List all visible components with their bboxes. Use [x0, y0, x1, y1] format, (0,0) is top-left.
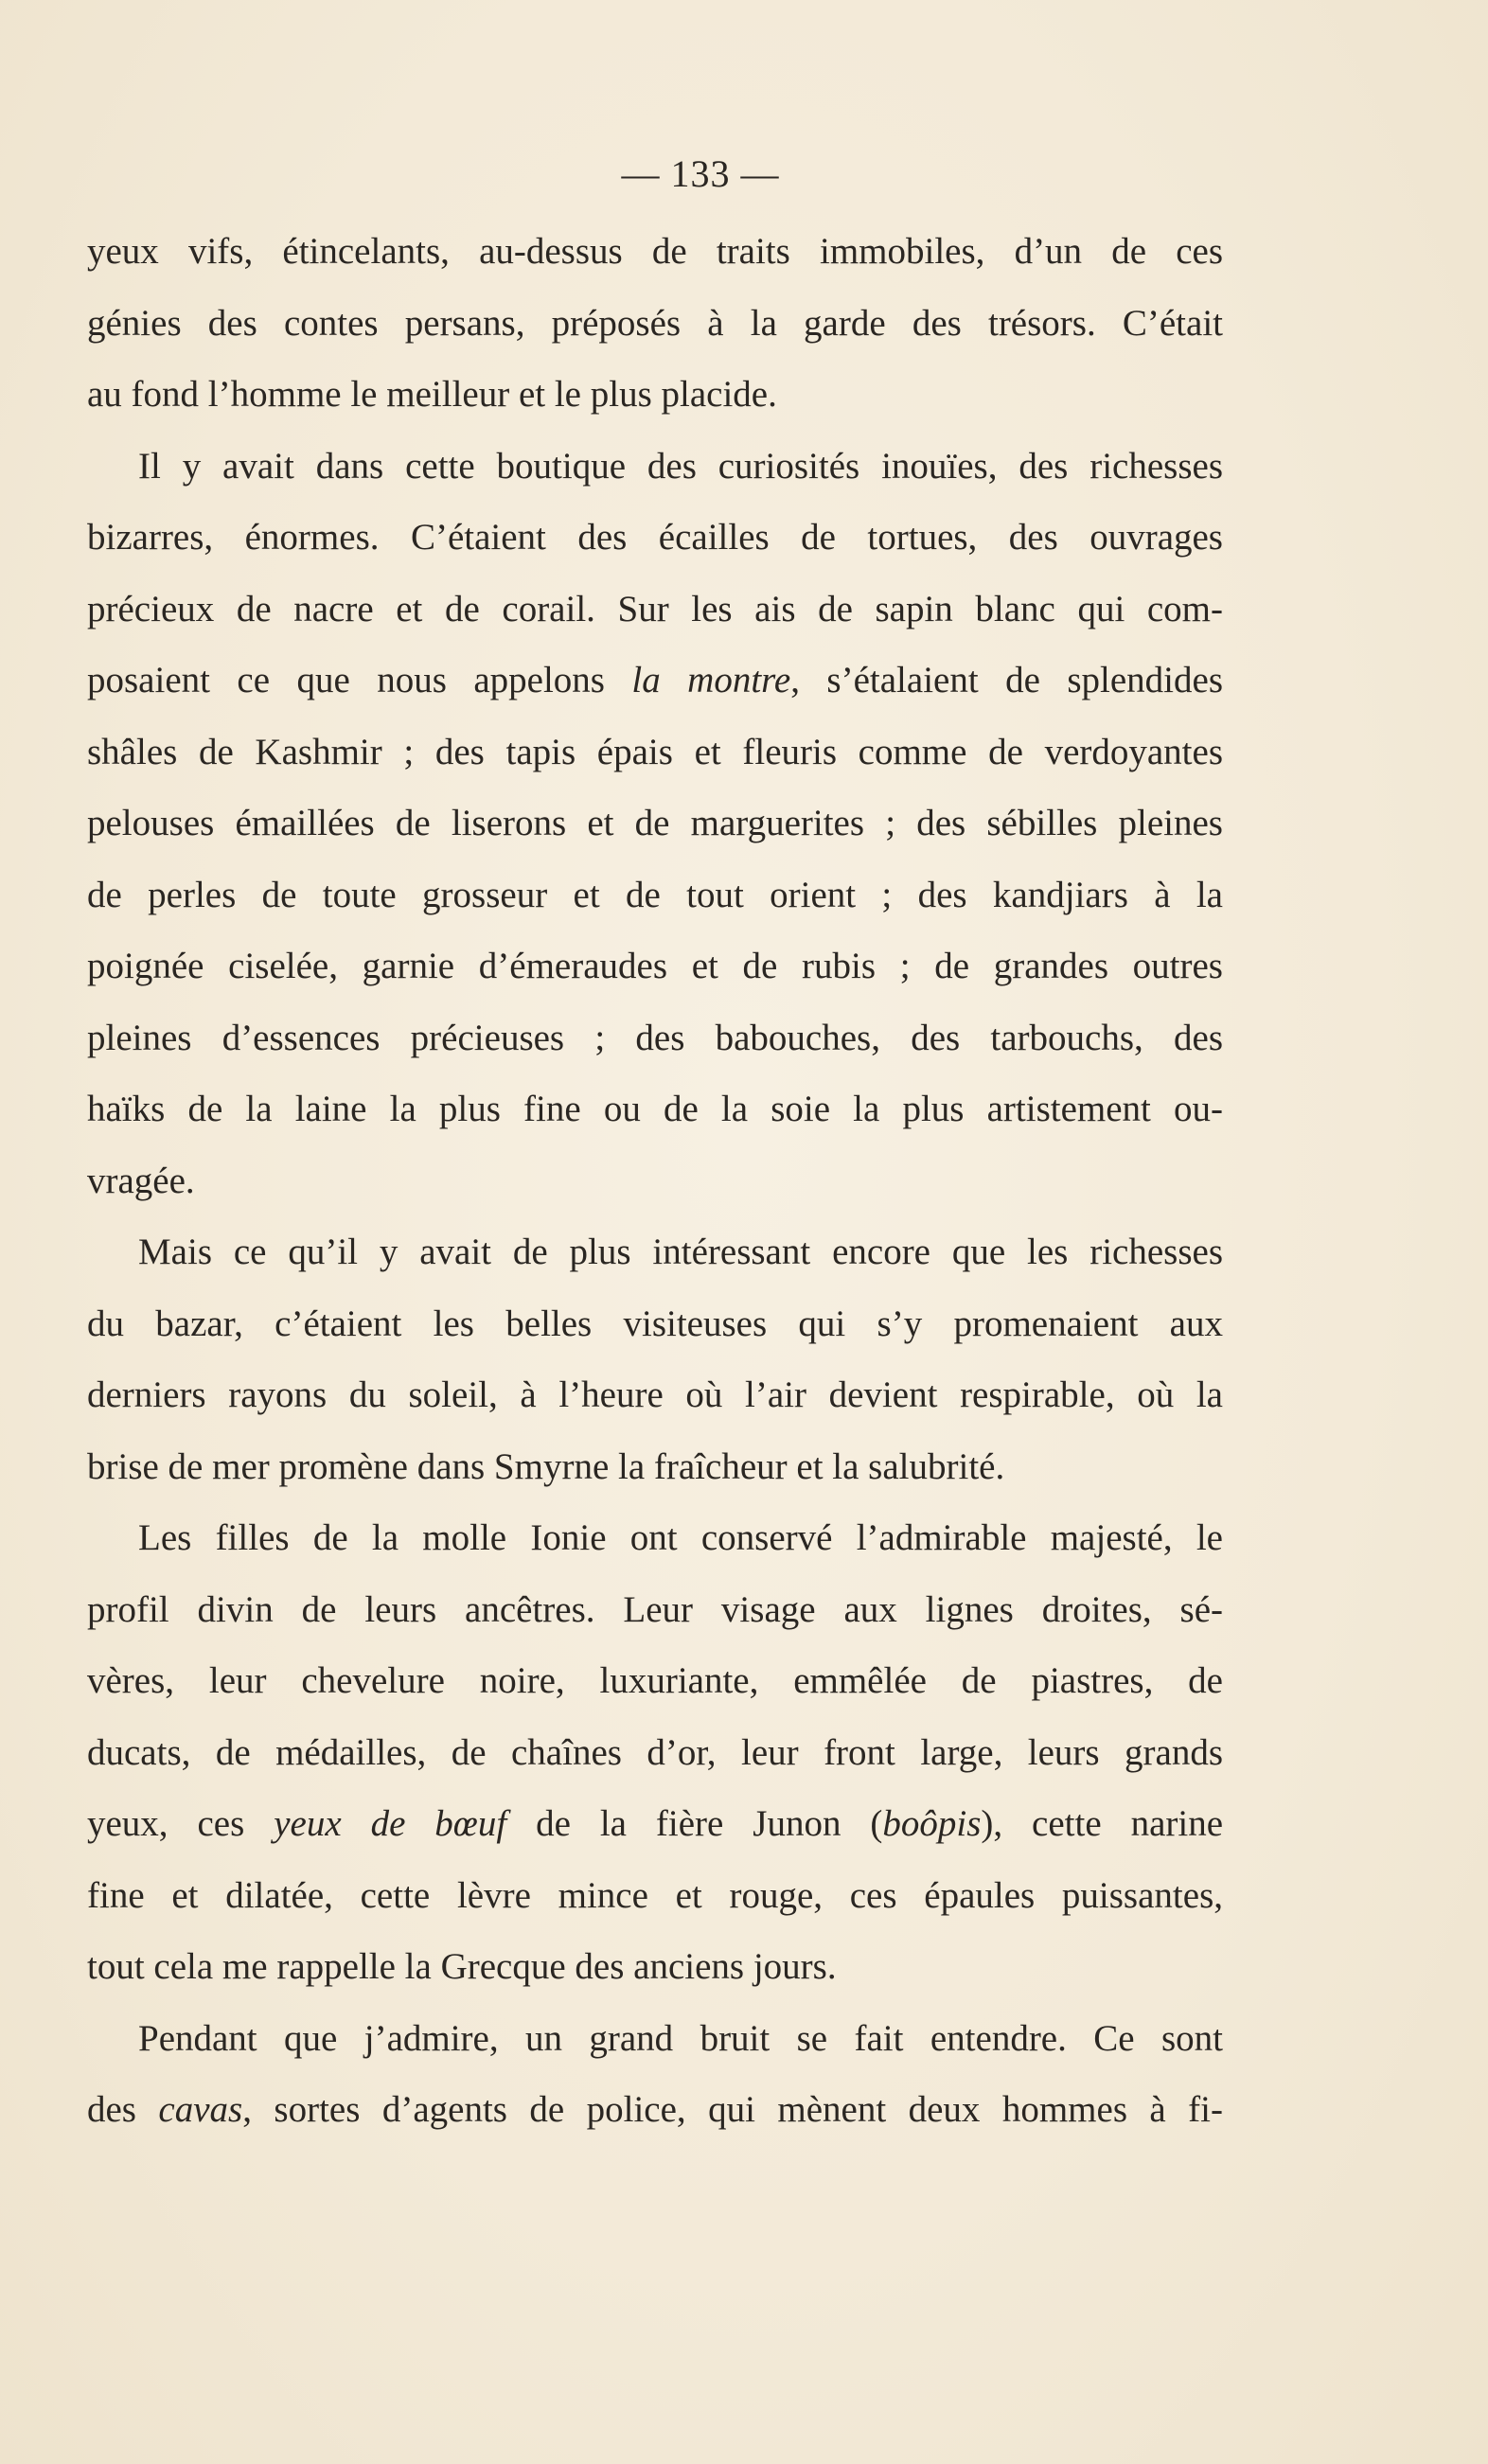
text-line: posaient ce que nous appelons la montre, s’étalaient de splendides — [87, 660, 1223, 700]
text-line: ducats, de médailles, de chaînes d’or, leur front large, leurs grands — [87, 1731, 1223, 1773]
text-line: des cavas, sortes d’agents de police, qui mènent deux hommes à fi- — [87, 2089, 1223, 2130]
text-line: yeux vifs, étincelants, au-dessus de traits immobiles, d’un de ces — [87, 231, 1223, 272]
text-line: vères, leur chevelure noire, luxuriante, emmêlée de piastres, de — [87, 1660, 1223, 1701]
text-line: Mais ce qu’il y avait de plus intéressant encore que les richesses — [138, 1232, 1223, 1272]
text-line: précieux de nacre et de corail. Sur les ais de sapin blanc qui com- — [87, 588, 1223, 629]
page-number: — 133 — — [621, 152, 780, 195]
text-line: haïks de la laine la plus fine ou de la soie la plus artistement ou- — [87, 1089, 1223, 1129]
text-line: vragée. — [87, 1160, 195, 1201]
text-line: tout cela me rappelle la Grecque des anciens jours. — [87, 1946, 837, 1987]
text-line: pelouses émaillées de liserons et de marguerites ; des sébilles pleines — [87, 803, 1223, 843]
italic-term: cavas — [158, 2089, 243, 2130]
text-line: derniers rayons du soleil, à l’heure où l’air devient respirable, où la — [87, 1374, 1223, 1415]
italic-term: boôpis — [882, 1803, 982, 1844]
text-line: fine et dilatée, cette lèvre mince et rouge, ces épaules puissantes, — [87, 1874, 1223, 1916]
text-line: pleines d’essences précieuses ; des babouches, des tarbouchs, des — [87, 1017, 1223, 1058]
text-line: yeux, ces yeux de bœuf de la fière Junon (boôpis), cette narine — [87, 1803, 1223, 1844]
text-line: Pendant que j’admire, un grand bruit se fait entendre. Ce sont — [138, 2017, 1223, 2059]
text-line: poignée ciselée, garnie d’émeraudes et de rubis ; de grandes outres — [87, 946, 1223, 986]
text-line: brise de mer promène dans Smyrne la fraîcheur et la salubrité. — [87, 1445, 1005, 1487]
text-line: Les filles de la molle Ionie ont conservé l’admirable majesté, le — [138, 1517, 1223, 1558]
text-line: shâles de Kashmir ; des tapis épais et fleuris comme de verdoyantes — [87, 731, 1223, 772]
text-line: du bazar, c’étaient les belles visiteuses qui s’y promenaient aux — [87, 1303, 1223, 1344]
body-text — [87, 216, 1223, 2146]
text-line: Il y avait dans cette boutique des curiosités inouïes, des richesses — [138, 445, 1223, 487]
text-line: au fond l’homme le meilleur et le plus placide. — [87, 374, 777, 415]
text-line: bizarres, énormes. C’étaient des écailles de tortues, des ouvrages — [87, 517, 1223, 558]
text-line: profil divin de leurs ancêtres. Leur visage aux lignes droites, sé- — [87, 1588, 1223, 1630]
text-line: de perles de toute grosseur et de tout orient ; des kandjiars à la — [87, 874, 1223, 915]
italic-term: la montre — [631, 660, 791, 700]
italic-term: yeux de bœuf — [274, 1803, 507, 1844]
text-line: génies des contes persans, préposés à la garde des trésors. C’était — [87, 302, 1223, 344]
